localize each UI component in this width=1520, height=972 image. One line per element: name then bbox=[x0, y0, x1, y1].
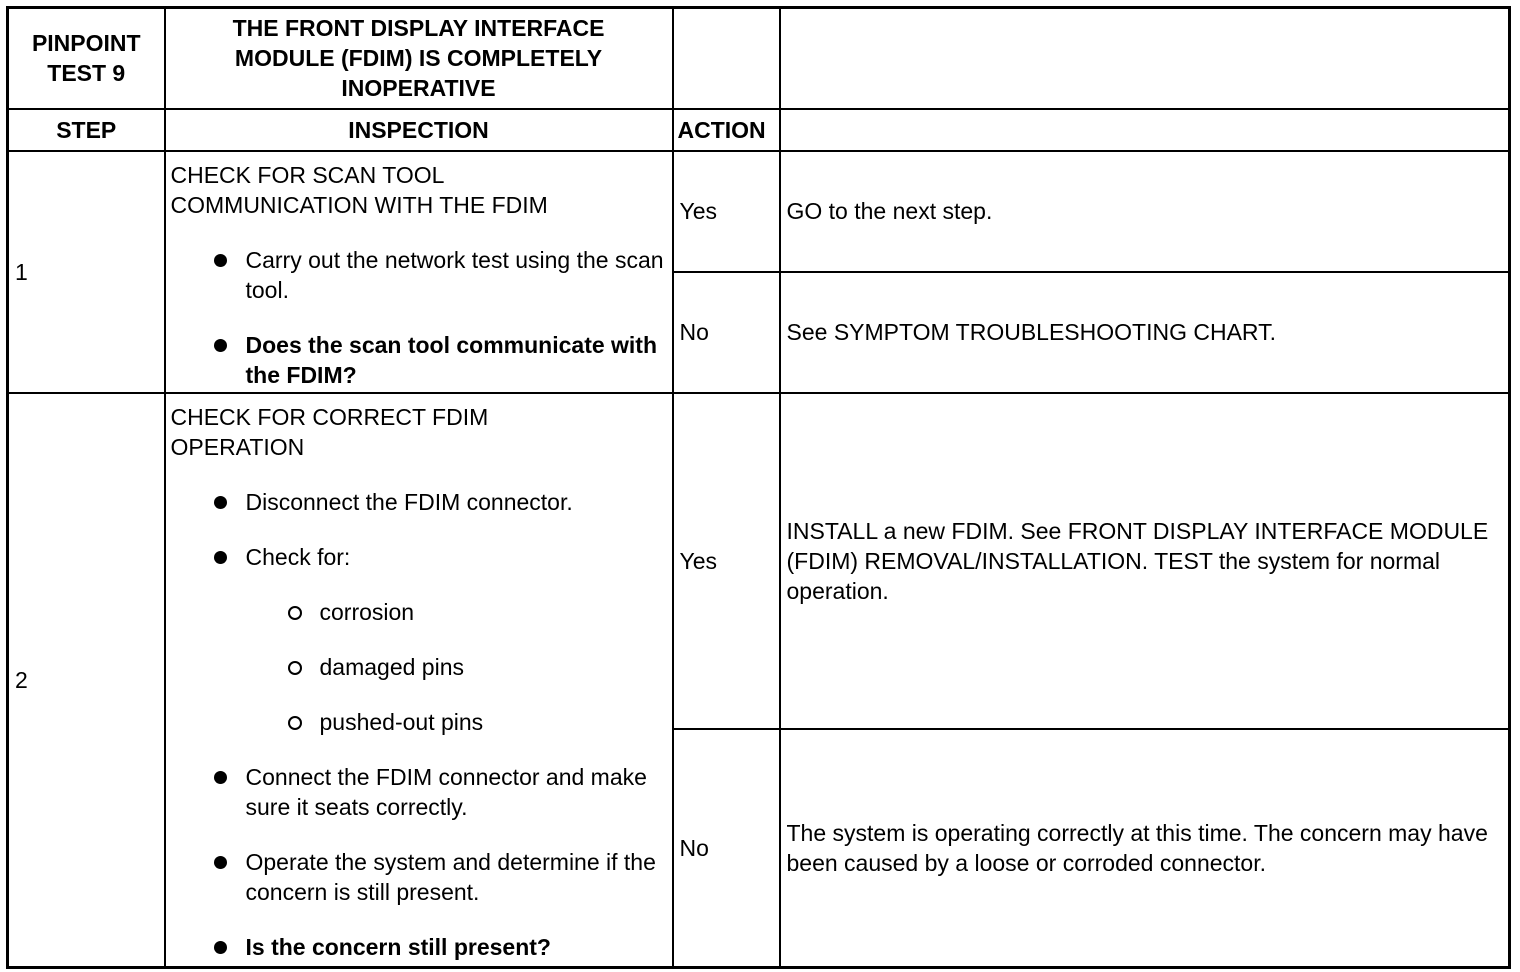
list-item: Operate the system and determine if the concern is still present. bbox=[171, 847, 666, 907]
empty-header-cell bbox=[780, 8, 1510, 109]
circle-bullet-icon bbox=[288, 661, 302, 675]
empty-header-cell bbox=[673, 8, 780, 109]
test-title: THE FRONT DISPLAY INTERFACE MODULE (FDIM) IS COMPLETELY INOPERATIVE bbox=[165, 8, 673, 109]
list-item: Is the concern still present? bbox=[171, 932, 666, 962]
list-item: Check for: bbox=[171, 542, 666, 572]
action-result: See SYMPTOM TROUBLESHOOTING CHART. bbox=[780, 272, 1510, 393]
bullet-icon bbox=[214, 941, 227, 954]
bullet-icon bbox=[214, 856, 227, 869]
bullet-icon bbox=[214, 551, 227, 564]
action-result: GO to the next step. bbox=[780, 151, 1510, 272]
step-number: 2 bbox=[8, 393, 165, 968]
list-item: Connect the FDIM connector and make sure it seats correctly. bbox=[171, 762, 666, 822]
list-item: Does the scan tool communicate with the FDIM? bbox=[171, 330, 666, 390]
table-row bbox=[8, 393, 1510, 729]
step-inspection bbox=[165, 393, 673, 968]
step-inspection bbox=[165, 151, 673, 393]
circle-bullet-icon bbox=[288, 606, 302, 620]
empty-header-cell bbox=[780, 109, 1510, 151]
circle-bullet-icon bbox=[288, 716, 302, 730]
list-item: Carry out the network test using the scan tool. bbox=[171, 245, 666, 305]
action-answer: Yes bbox=[673, 393, 780, 729]
sub-list-item: corrosion bbox=[171, 597, 666, 627]
action-answer: No bbox=[673, 729, 780, 968]
list-item: Disconnect the FDIM connector. bbox=[171, 487, 666, 517]
bullet-icon bbox=[214, 496, 227, 509]
table-row bbox=[8, 151, 1510, 272]
column-header-row bbox=[8, 109, 1510, 151]
bullet-icon bbox=[214, 339, 227, 352]
step-title: CHECK FOR SCAN TOOL COMMUNICATION WITH THE FDIM bbox=[170, 161, 548, 218]
table-title-row bbox=[8, 8, 1510, 109]
sub-list-item: pushed-out pins bbox=[171, 707, 666, 737]
step-title: CHECK FOR CORRECT FDIM OPERATION bbox=[170, 403, 489, 460]
step-number: 1 bbox=[8, 151, 165, 393]
action-result: The system is operating correctly at this time. The concern may have been caused by a loose or corroded connector. bbox=[780, 729, 1510, 968]
column-header-step: STEP bbox=[8, 109, 165, 151]
pinpoint-test-table bbox=[6, 6, 1511, 969]
test-id: PINPOINT TEST 9 bbox=[8, 8, 165, 109]
column-header-action: ACTION bbox=[673, 109, 780, 151]
column-header-inspection: INSPECTION bbox=[165, 109, 673, 151]
action-answer: Yes bbox=[673, 151, 780, 272]
sub-list-item: damaged pins bbox=[171, 652, 666, 682]
action-answer: No bbox=[673, 272, 780, 393]
action-result: INSTALL a new FDIM. See FRONT DISPLAY INTERFACE MODULE (FDIM) REMOVAL/INSTALLATION. TEST the system for normal operation. bbox=[780, 393, 1510, 729]
bullet-icon bbox=[214, 771, 227, 784]
bullet-icon bbox=[214, 254, 227, 267]
